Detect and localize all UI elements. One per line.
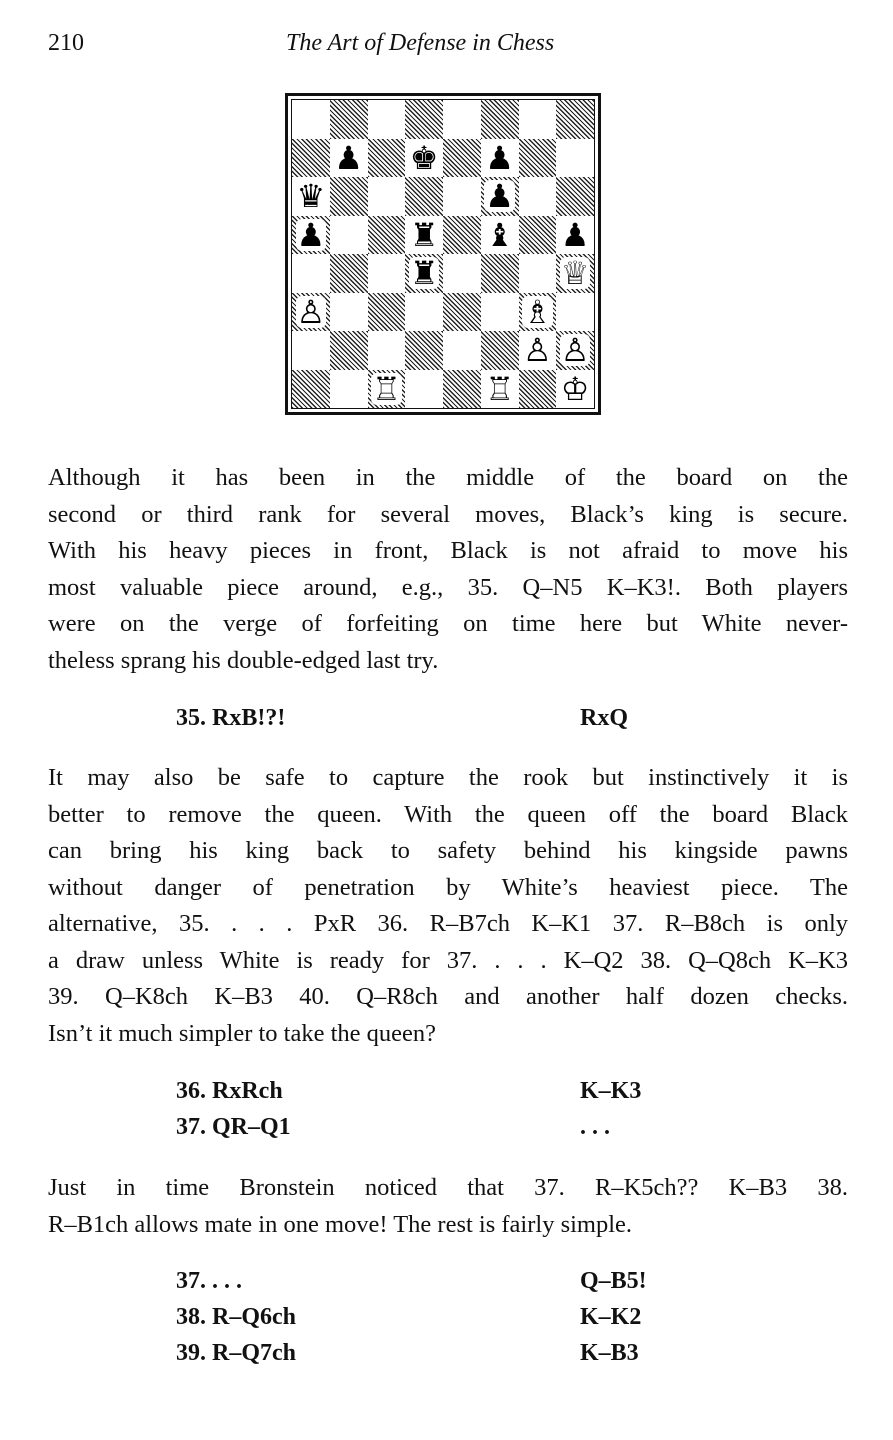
black-pawn-icon: ♟ [485,177,514,216]
board-square [519,100,557,139]
board-square [330,139,368,178]
black-queen-icon: ♛ [296,177,326,216]
board-square [481,370,519,409]
board-square [519,293,557,332]
paragraph-line: better to remove the queen. With the queen off the board Black [48,800,848,828]
white-move: 35. RxB!?! [176,705,286,731]
paragraph-line: most valuable piece around, e.g., 35. Q–N5 K–K3!. Both players [48,573,848,601]
board-square [443,254,481,293]
board-square [292,293,330,332]
board-square [443,370,481,409]
board-square [292,331,330,370]
paragraph-2 [48,760,848,1052]
black-pawn-icon: ♟ [296,215,326,254]
white-move: 39. R–Q7ch [176,1340,296,1366]
board-square [556,139,594,178]
black-move: . . . [580,1114,610,1140]
white-pawn-icon: ♙ [296,292,326,331]
black-move: K–K2 [580,1304,642,1330]
board-square [368,370,406,409]
board-square [443,216,481,255]
white-move: 37. QR–Q1 [176,1114,291,1140]
move-row [0,1340,893,1376]
board-square [519,216,557,255]
board-square [368,216,406,255]
black-pawn-icon: ♟ [560,215,590,254]
board-square [519,139,557,178]
paragraph-line: a draw unless White is ready for 37. . . . K–Q2 38. Q–Q8ch K–K3 [48,946,848,974]
white-move: 38. R–Q6ch [176,1304,296,1330]
board-square [330,331,368,370]
board-square [556,331,594,370]
move-row [0,1268,893,1304]
white-pawn-icon: ♙ [560,331,590,370]
board-square [292,139,330,178]
black-rook-icon: ♜ [409,215,439,254]
board-square [443,177,481,216]
black-move: RxQ [580,705,628,731]
white-rook-icon: ♖ [485,369,514,408]
board-square [292,216,330,255]
board-square [519,177,557,216]
paragraph-line: alternative, 35. . . . PxR 36. R–B7ch K–K1 37. R–B8ch is only [48,910,848,937]
board-square [519,370,557,409]
board-square [405,254,443,293]
black-move: Q–B5! [580,1268,647,1294]
board-square [292,370,330,409]
paragraph-line: Just in time Bronstein noticed that 37. R–K5ch?? K–B3 38. [48,1174,848,1201]
paragraph-line: can bring his king back to safety behind his kingside pawns [48,837,848,864]
board-square [481,216,519,255]
page-number: 210 [48,30,84,56]
board-square [292,254,330,293]
black-pawn-icon: ♟ [485,138,514,177]
board-square [368,293,406,332]
white-rook-icon: ♖ [372,369,401,408]
board-square [519,254,557,293]
board-square [443,293,481,332]
board-square [292,100,330,139]
black-move: K–K3 [580,1078,642,1104]
move-row [0,1114,893,1150]
white-bishop-icon: ♗ [523,292,552,331]
board-square [330,100,368,139]
move-list-1 [0,705,893,741]
board-square [443,100,481,139]
board-square [443,331,481,370]
board-square [330,370,368,409]
black-rook-icon: ♜ [409,254,439,293]
board-square [443,139,481,178]
black-bishop-icon: ♝ [485,215,514,254]
board-square [368,254,406,293]
white-king-icon: ♔ [560,369,590,408]
move-row [0,1078,893,1114]
paragraph-line: were on the verge of forfeiting on time here but White never- [48,610,848,637]
board-square [405,177,443,216]
board-square [368,177,406,216]
white-move: 37. . . . [176,1268,242,1294]
board-square [556,370,594,409]
paragraph-line: Isn’t it much simpler to take the queen? [48,1019,437,1047]
board-square [481,139,519,178]
board-square [368,139,406,178]
board-square [556,100,594,139]
black-pawn-icon: ♟ [334,138,363,177]
board-square [405,100,443,139]
board-square [330,293,368,332]
board-square [405,331,443,370]
board-square [556,254,594,293]
board-square [405,216,443,255]
paragraph-line: without danger of penetration by White’s heaviest piece. The [48,873,848,901]
paragraph-line: R–B1ch allows mate in one move! The rest is fairly simple. [48,1210,633,1238]
move-row [0,1304,893,1340]
board-square [481,254,519,293]
board-square [556,177,594,216]
board-square [481,177,519,216]
paragraph-line: 39. Q–K8ch K–B3 40. Q–R8ch and another half dozen checks. [48,983,848,1010]
board-square [481,100,519,139]
board-square [368,331,406,370]
board-square [556,293,594,332]
white-queen-icon: ♕ [560,254,590,293]
running-title: The Art of Defense in Chess [286,30,555,56]
board-square [368,100,406,139]
paragraph-line: Although it has been in the middle of the board on the [48,464,848,491]
paragraph-line: It may also be safe to capture the rook but instinctively it is [48,764,848,791]
paragraph-line: theless sprang his double-edged last try. [48,646,439,674]
white-move: 36. RxRch [176,1078,283,1104]
black-king-icon: ♚ [409,138,439,177]
board-square [519,331,557,370]
chess-diagram [285,93,601,415]
black-move: K–B3 [580,1340,639,1366]
chess-board [292,100,594,408]
paragraph-line: second or third rank for several moves, Black’s king is secure. [48,500,848,528]
board-square [481,293,519,332]
board-square [481,331,519,370]
board-square [330,216,368,255]
move-row [0,705,893,741]
move-list-2 [0,1078,893,1150]
paragraph-line: With his heavy pieces in front, Black is not afraid to move his [48,537,848,564]
board-square [405,370,443,409]
white-pawn-icon: ♙ [523,331,552,370]
move-list-3 [0,1268,893,1376]
board-square [405,139,443,178]
page-header [0,30,893,66]
board-square [292,177,330,216]
board-square [405,293,443,332]
board-square [556,216,594,255]
board-square [330,177,368,216]
paragraph-3 [48,1170,848,1243]
board-square [330,254,368,293]
paragraph-1 [48,460,848,679]
